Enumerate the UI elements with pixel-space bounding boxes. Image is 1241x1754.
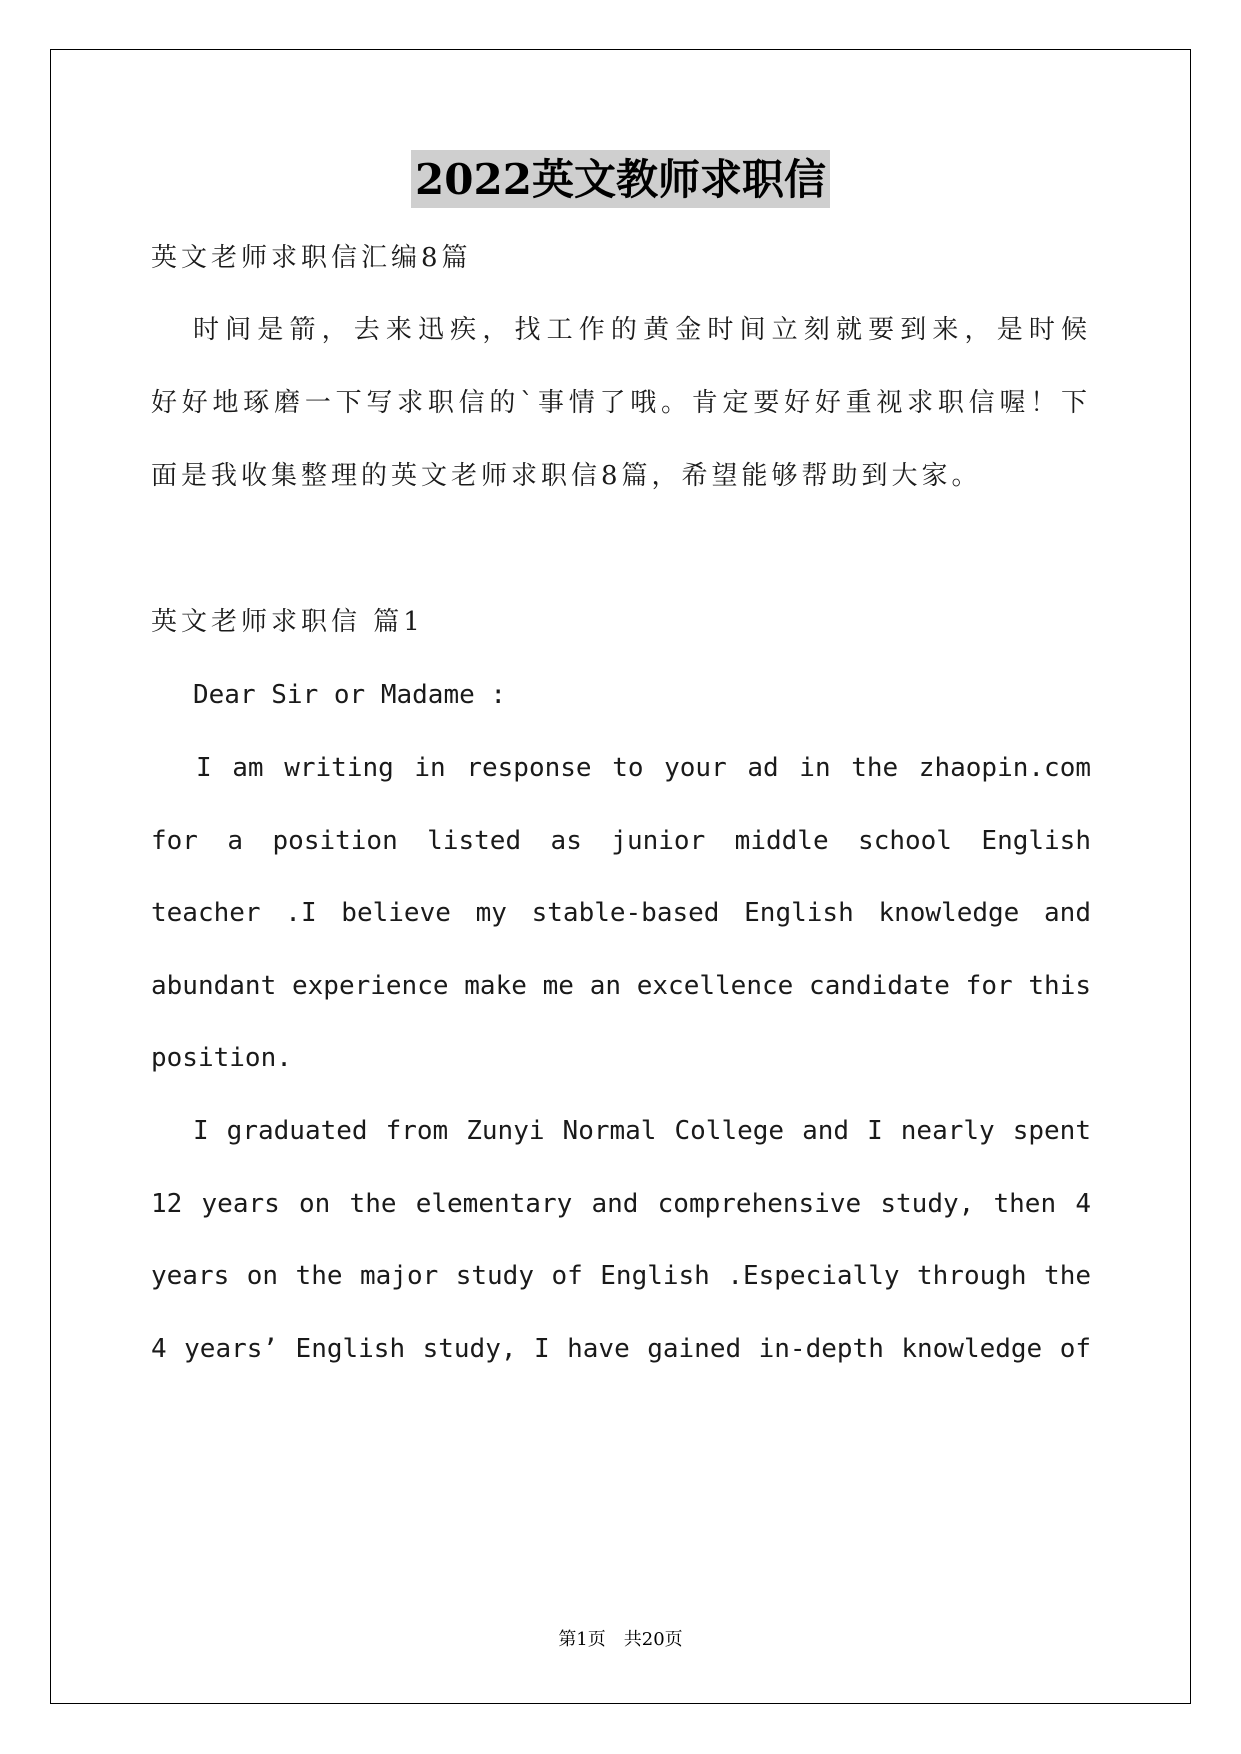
letter-p1-line-2: for a position listed as junior middle school English — [151, 826, 1091, 856]
page-footer: 第1页 共20页 — [558, 1629, 683, 1650]
title-container — [0, 150, 1241, 208]
document-title: 2022英文教师求职信 — [411, 150, 830, 208]
intro-line-3: 面是我收集整理的英文老师求职信8篇，希望能够帮助到大家。 — [151, 461, 982, 491]
page-border — [50, 49, 1191, 1704]
letter-p1-line-4: abundant experience make me an excellence candidate for this — [151, 971, 1091, 1001]
letter-p1-line-1: I am writing in response to your ad in the zhaopin.com — [196, 753, 1091, 783]
letter-p1-line-5: position. — [151, 1043, 292, 1073]
letter-salutation: Dear Sir or Madame : — [193, 680, 507, 710]
subtitle: 英文老师求职信汇编8篇 — [151, 243, 472, 273]
letter-p2-line-1: I graduated from Zunyi Normal College and I nearly spent — [193, 1116, 1091, 1146]
section-heading: 英文老师求职信 篇1 — [151, 607, 424, 637]
letter-p1-line-3: teacher .I believe my stable-based English knowledge and — [151, 898, 1091, 928]
letter-p2-line-2: 12 years on the elementary and comprehensive study, then 4 — [151, 1189, 1091, 1219]
letter-p2-line-3: years on the major study of English .Especially through the — [151, 1261, 1091, 1291]
intro-line-2: 好好地琢磨一下写求职信的`事情了哦。肯定要好好重视求职信喔！下 — [151, 388, 1091, 418]
letter-p2-line-4: 4 years’ English study, I have gained in-depth knowledge of — [151, 1334, 1091, 1364]
intro-line-1: 时间是箭，去来迅疾，找工作的黄金时间立刻就要到来，是时候 — [193, 315, 1091, 345]
